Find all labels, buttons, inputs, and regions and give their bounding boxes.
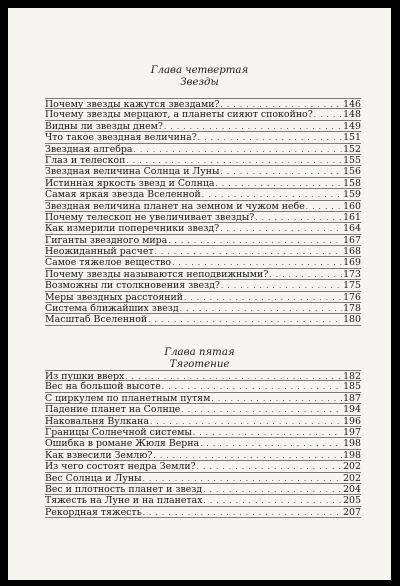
toc-entry-page: 173 xyxy=(343,268,361,280)
dot-leader xyxy=(184,293,342,304)
toc-entry-title: Истинная яркость звезд и Солнца xyxy=(45,177,215,189)
toc-entry xyxy=(45,98,361,109)
dot-leader xyxy=(198,133,342,144)
dot-leader xyxy=(143,508,342,519)
dot-leader xyxy=(180,304,342,315)
chapter-5-title: Глава пятая xyxy=(164,347,235,358)
toc-entry-page: 159 xyxy=(343,189,361,201)
toc-entry-page: 156 xyxy=(343,166,361,178)
dot-leader xyxy=(148,315,342,326)
toc-entry xyxy=(45,416,361,427)
toc-entry xyxy=(45,303,361,314)
toc-entry xyxy=(45,178,361,189)
toc-entry-title: Из пушки вверх xyxy=(45,371,125,382)
toc-entry xyxy=(45,121,361,132)
toc-entry-title: Возможны ли столкновения звезд? xyxy=(45,280,220,292)
toc-entry-title: Как измерили поперечники звезд? xyxy=(45,223,220,235)
toc-entry xyxy=(45,166,361,177)
toc-entry xyxy=(45,495,361,506)
toc-entry-title: Глаз и телескоп xyxy=(45,154,126,166)
toc-entry-title: Гиганты звездного мира xyxy=(45,234,168,246)
toc-entry-title: Звездная алгебра xyxy=(45,143,133,155)
toc-entry xyxy=(45,438,361,449)
toc-entry xyxy=(45,257,361,268)
toc-entry-title: Меры звездных расстояний xyxy=(45,291,183,303)
toc-entry-page: 175 xyxy=(343,280,361,292)
dot-leader xyxy=(215,179,342,190)
toc-entry-title: Вес и плотность планет и звезд xyxy=(45,483,203,495)
dot-leader xyxy=(306,202,342,213)
toc-entry xyxy=(45,109,361,120)
toc-entry-title: Тяжесть на Луне и на планетах xyxy=(45,495,203,507)
dot-leader xyxy=(314,110,342,121)
toc-entry xyxy=(45,427,361,438)
toc-entry-page: 207 xyxy=(343,506,361,518)
toc-entry-title: Наковальня Вулкана xyxy=(45,415,149,427)
toc-entry xyxy=(45,370,361,381)
toc-entry-title: Самое тяжелое вещество xyxy=(45,257,172,269)
toc-entry-page: 146 xyxy=(343,99,361,110)
toc-entry-title: Самая яркая звезда Вселенной xyxy=(45,189,201,201)
toc-entry-title: Вес Солнца и Луны xyxy=(45,472,142,484)
toc-entry xyxy=(45,246,361,257)
toc-entry-title: Почему звезды мерцают, а планеты сияют спокойно? xyxy=(45,109,313,121)
toc-entry-page: 151 xyxy=(343,132,361,144)
toc-entry-page: 198 xyxy=(343,449,361,461)
dot-leader xyxy=(211,394,342,405)
toc-entry-title: Неожиданный расчет xyxy=(45,246,154,258)
toc-entry-title: Звездная величина Солнца и Луны xyxy=(45,166,220,178)
toc-entry-page: 160 xyxy=(343,200,361,212)
toc-entry-page: 164 xyxy=(343,223,361,235)
toc-entry-title: Что такое звездная величина? xyxy=(45,132,197,144)
toc-entry-page: 152 xyxy=(343,143,361,155)
toc-entry-page: 149 xyxy=(343,120,361,132)
toc-entry-title: Почему звезды называются неподвижными? xyxy=(45,268,269,280)
dot-leader xyxy=(193,428,342,439)
toc-entry-page: 204 xyxy=(343,483,361,495)
dot-leader xyxy=(269,270,342,281)
toc-entry-page: 205 xyxy=(343,495,361,507)
toc-entry-title: Видны ли звезды днем? xyxy=(45,120,163,132)
toc-entry xyxy=(45,314,361,325)
toc-entry-title: Ошибка в романе Жюля Верна xyxy=(45,438,200,450)
dot-leader xyxy=(220,167,342,178)
dot-leader xyxy=(200,439,342,450)
toc-entry xyxy=(45,404,361,415)
toc-entry xyxy=(45,155,361,166)
toc-entry-title: Масштаб Вселенной xyxy=(45,314,148,326)
toc-entry xyxy=(45,473,361,484)
toc-entry-page: 178 xyxy=(343,303,361,315)
toc-entry-page: 196 xyxy=(343,415,361,427)
toc-entry-page: 158 xyxy=(343,177,361,189)
toc-entry xyxy=(45,381,361,392)
toc-entry-page: 185 xyxy=(343,381,361,393)
toc-entry-title: С циркулем по планетным путям xyxy=(45,392,211,404)
toc-entry-page: 180 xyxy=(343,314,361,326)
toc-entry-title: Звездная величина планет на земном и чужом небе xyxy=(45,200,305,212)
toc-entry-page: 176 xyxy=(343,291,361,303)
toc-entry xyxy=(45,223,361,234)
toc-entry-page: 168 xyxy=(343,246,361,258)
toc-entry xyxy=(45,144,361,155)
toc-entry-title: Границы Солнечной системы xyxy=(45,426,192,438)
toc-entry-page: 187 xyxy=(343,392,361,404)
toc-entry xyxy=(45,189,361,200)
toc-entry xyxy=(45,507,361,518)
toc-entry-page: 182 xyxy=(343,371,361,382)
toc-entry xyxy=(45,292,361,303)
chapter-4-toc xyxy=(45,98,361,326)
toc-entry-page: 155 xyxy=(343,154,361,166)
toc-entry-page: 198 xyxy=(343,438,361,450)
toc-entry-title: Система ближайших звезд xyxy=(45,303,179,315)
toc-entry-title: Вес на большой высоте xyxy=(45,381,161,393)
dot-leader xyxy=(255,213,342,224)
toc-entry xyxy=(45,132,361,143)
chapter-4-subtitle: Звезды xyxy=(180,77,219,88)
toc-entry-page: 148 xyxy=(343,109,361,121)
chapter-5-heading xyxy=(8,347,391,371)
dot-leader xyxy=(181,405,342,416)
chapter-4-title: Глава четвертая xyxy=(150,65,249,76)
toc-entry-title: Падение планет на Солнце xyxy=(45,404,181,416)
chapter-5-toc xyxy=(45,370,361,518)
toc-entry xyxy=(45,212,361,223)
toc-entry-page: 169 xyxy=(343,257,361,269)
dot-leader xyxy=(168,236,342,247)
chapter-4-heading xyxy=(8,65,391,89)
book-page xyxy=(8,8,391,580)
dot-leader xyxy=(134,145,343,156)
toc-entry xyxy=(45,461,361,472)
toc-entry xyxy=(45,393,361,404)
toc-entry-title: Из чего состоят недра Земли? xyxy=(45,461,196,473)
dot-leader xyxy=(203,485,342,496)
toc-entry-page: 167 xyxy=(343,234,361,246)
dot-leader xyxy=(221,281,342,292)
toc-entry-page: 161 xyxy=(343,211,361,223)
toc-entry-title: Рекордная тяжесть xyxy=(45,506,142,518)
chapter-5-subtitle: Тяготение xyxy=(169,359,230,370)
toc-entry xyxy=(45,450,361,461)
toc-entry xyxy=(45,280,361,291)
toc-entry-title: Почему звезды кажутся звездами? xyxy=(45,99,220,110)
toc-entry-title: Почему телескоп не увеличивает звезды? xyxy=(45,211,255,223)
toc-entry xyxy=(45,484,361,495)
toc-entry-page: 202 xyxy=(343,461,361,473)
toc-entry-page: 194 xyxy=(343,404,361,416)
dot-leader xyxy=(197,462,342,473)
dot-leader xyxy=(204,496,343,507)
toc-entry xyxy=(45,269,361,280)
dot-leader xyxy=(220,224,342,235)
toc-entry-page: 202 xyxy=(343,472,361,484)
toc-entry xyxy=(45,201,361,212)
toc-entry-page: 197 xyxy=(343,426,361,438)
toc-entry-title: Как взвесили Землю? xyxy=(45,449,153,461)
toc-entry xyxy=(45,235,361,246)
dot-leader xyxy=(155,247,343,258)
